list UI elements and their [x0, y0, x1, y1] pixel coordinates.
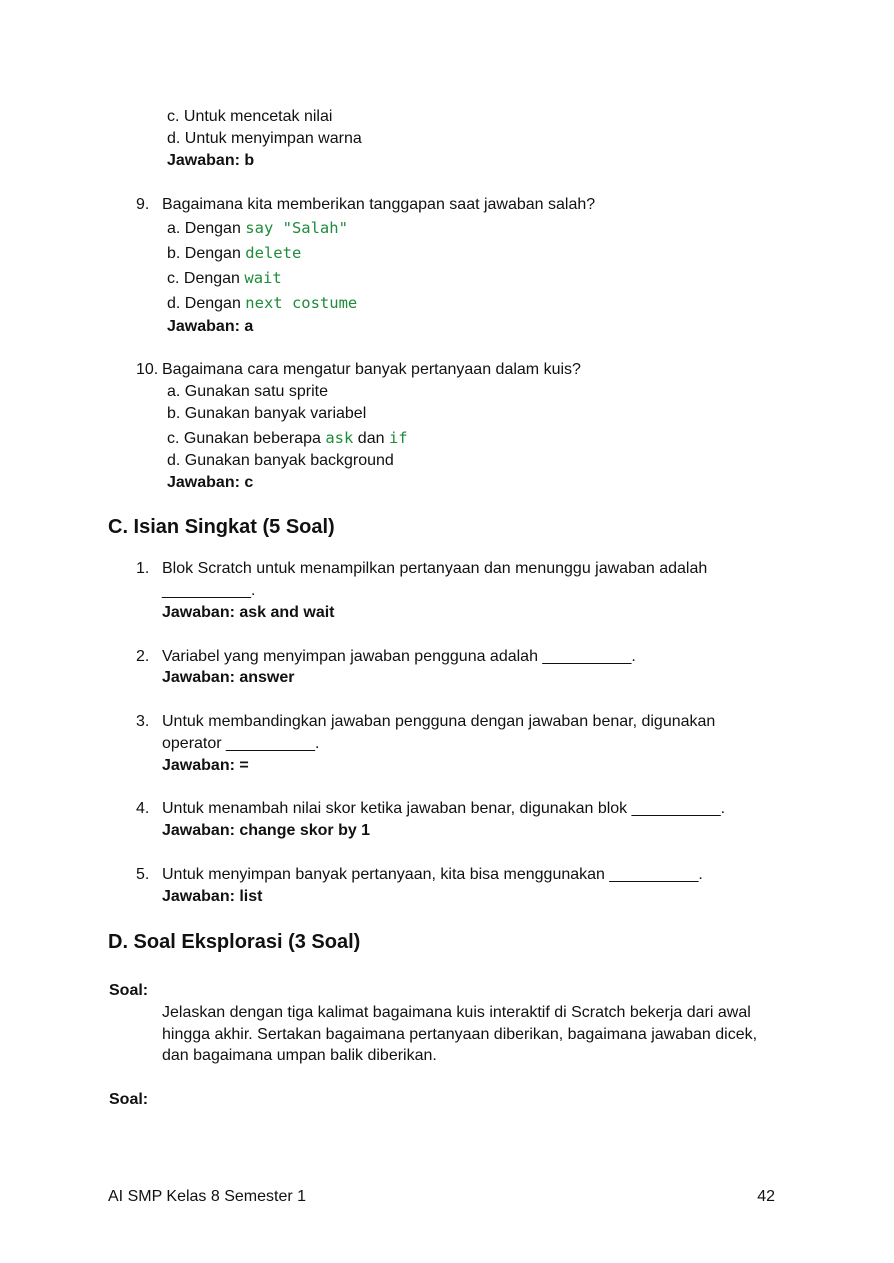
soal-label-1: Soal: [109, 982, 149, 999]
page-number: 42 [757, 1188, 775, 1205]
q9-option-b-code: delete [245, 244, 302, 262]
q9-option-a-prefix: a. Dengan [167, 220, 246, 237]
c1-answer: Jawaban: ask and wait [162, 604, 335, 621]
q9-option-c-code: wait [244, 269, 282, 287]
c3-answer: Jawaban: = [162, 757, 249, 774]
q10-question: Bagaimana cara mengatur banyak pertanyaan dalam kuis? [162, 361, 581, 378]
c3-text-line2: operator __________. [162, 735, 320, 752]
c2-answer: Jawaban: answer [162, 669, 295, 686]
q9-option-b-prefix: b. Dengan [167, 245, 246, 262]
q9-option-c-prefix: c. Dengan [167, 270, 245, 287]
soal-text-line3: dan bagaimana umpan balik diberikan. [162, 1047, 437, 1064]
q9-question: Bagaimana kita memberikan tanggapan saat jawaban salah? [162, 196, 596, 213]
q9-option-d-code: next costume [245, 294, 358, 312]
c1-text-line1: Blok Scratch untuk menampilkan pertanyaan dan menunggu jawaban adalah [162, 560, 708, 577]
q9-option-a [167, 217, 348, 240]
q10-option-c [167, 427, 408, 450]
c2-text-line1: Variabel yang menyimpan jawaban pengguna adalah __________. [162, 648, 636, 665]
c5-number: 5. [136, 866, 150, 883]
q8-option-c: c. Untuk mencetak nilai [167, 108, 333, 125]
q9-option-c [167, 267, 282, 290]
q10-answer: Jawaban: c [167, 474, 254, 491]
q9-option-d [167, 292, 357, 315]
q8-option-d: d. Untuk menyimpan warna [167, 130, 362, 147]
c4-answer: Jawaban: change skor by 1 [162, 822, 371, 839]
q9-option-b [167, 242, 301, 265]
q10-option-d: d. Gunakan banyak background [167, 452, 394, 469]
q10-option-b: b. Gunakan banyak variabel [167, 405, 367, 422]
q10-option-c-prefix: c. Gunakan beberapa [167, 430, 326, 447]
c4-number: 4. [136, 800, 150, 817]
q10-option-a: a. Gunakan satu sprite [167, 383, 328, 400]
q10-option-c-code2: if [388, 429, 408, 447]
section-c-title: C. Isian Singkat (5 Soal) [108, 516, 335, 538]
c1-text-line2: __________. [162, 582, 256, 599]
q9-number: 9. [136, 196, 150, 213]
c1-number: 1. [136, 560, 150, 577]
q8-answer: Jawaban: b [167, 152, 255, 169]
q10-number: 10. [136, 361, 159, 378]
c2-number: 2. [136, 648, 150, 665]
c5-text-line1: Untuk menyimpan banyak pertanyaan, kita bisa menggunakan __________. [162, 866, 703, 883]
q9-option-d-prefix: d. Dengan [167, 295, 246, 312]
c4-text-line1: Untuk menambah nilai skor ketika jawaban benar, digunakan blok __________. [162, 800, 726, 817]
q9-answer: Jawaban: a [167, 318, 254, 335]
c3-number: 3. [136, 713, 150, 730]
q10-option-c-mid: dan [353, 430, 389, 447]
c5-answer: Jawaban: list [162, 888, 263, 905]
soal-label-2: Soal: [109, 1091, 149, 1108]
soal-text-line2: hingga akhir. Sertakan bagaimana pertanyaan diberikan, bagaimana jawaban dicek, [162, 1026, 758, 1043]
q9-option-a-code: say "Salah" [245, 219, 348, 237]
q10-option-c-code1: ask [325, 429, 354, 447]
soal-text-line1: Jelaskan dengan tiga kalimat bagaimana kuis interaktif di Scratch bekerja dari awal [162, 1004, 751, 1021]
c3-text-line1: Untuk membandingkan jawaban pengguna dengan jawaban benar, digunakan [162, 713, 716, 730]
section-d-title: D. Soal Eksplorasi (3 Soal) [108, 931, 361, 953]
footer-title: AI SMP Kelas 8 Semester 1 [108, 1188, 307, 1205]
